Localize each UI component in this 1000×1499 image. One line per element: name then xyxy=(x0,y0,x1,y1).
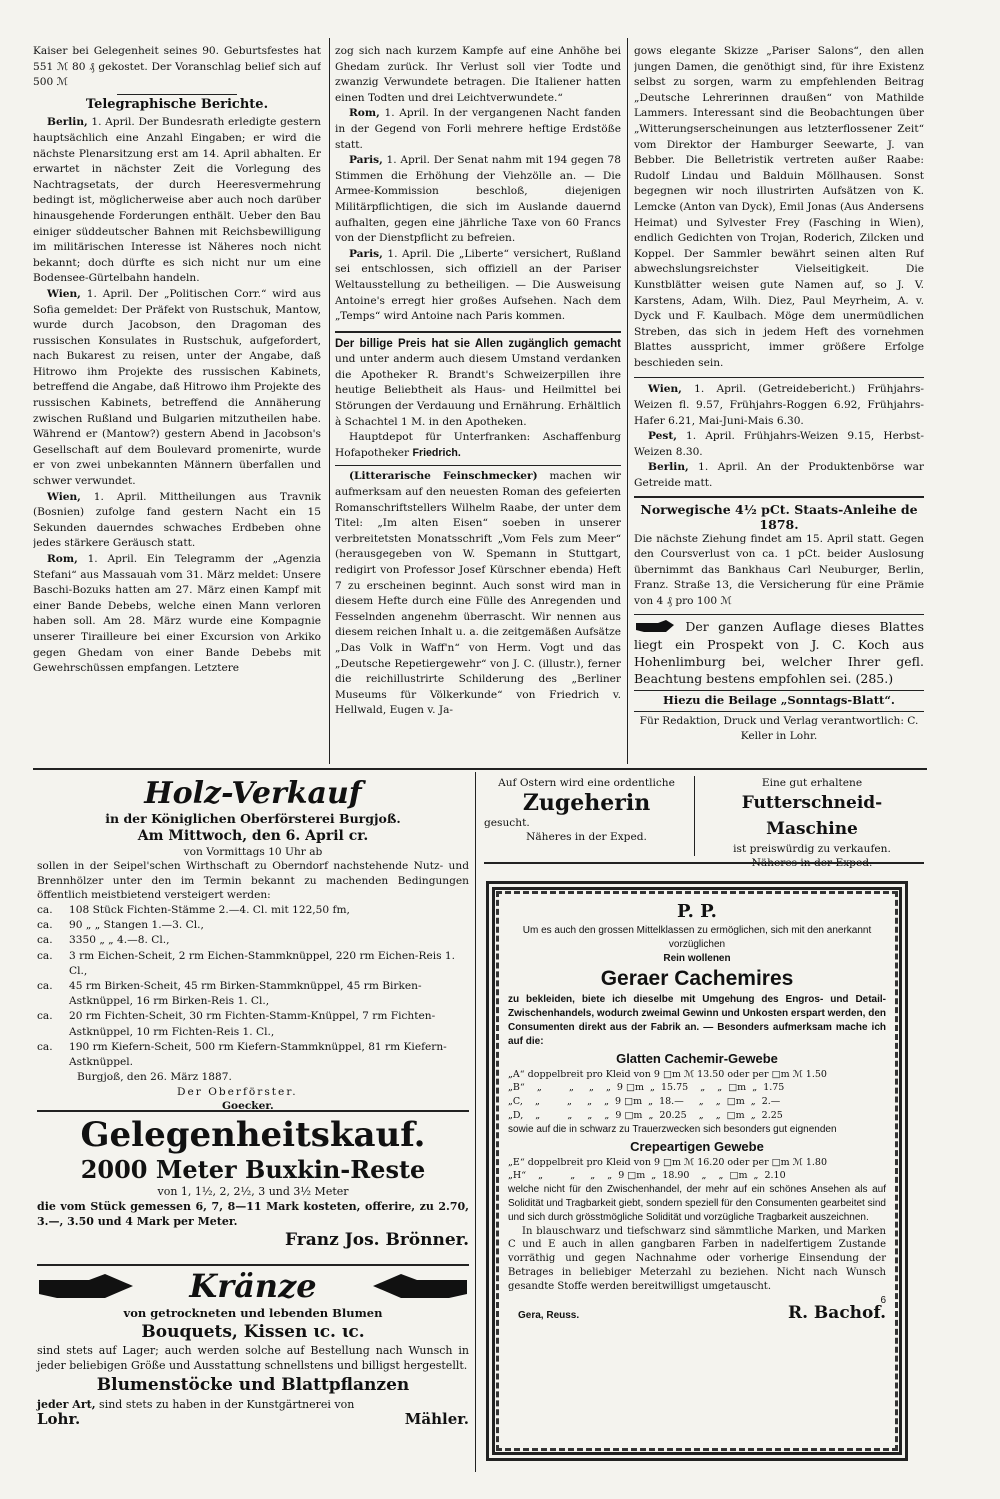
koch-notice: Der ganzen Auflage dieses Blattes liegt ein Prospekt von J. C. Koch aus Hohenlimburg bei, welcher Ihrer gefl. Beachtung bestens empfohlen sei. (285.) xyxy=(634,618,924,687)
section-heading: Telegraphische Berichte. xyxy=(85,96,269,112)
price-row xyxy=(508,1095,830,1109)
pointing-hand-icon xyxy=(37,1272,137,1302)
table-row xyxy=(37,1009,469,1039)
article-cont: zog sich nach kurzem Kampfe auf eine Anhöhe bei Ghedam zurück. Ihr Verlust soll vier Todte und zwanzig Verwundete betragen. Die Italiener hatten einen Todten und drei Leichtverwundete.“ xyxy=(335,45,621,104)
ad-cachemire xyxy=(508,900,886,1445)
literary-notice-cont: gows elegante Skizze „Pariser Salons“, den allen jungen Damen, die genöthigt sind, für ihre Existenz selbst zu sorgen, warm zu empfehlenden Beitrag „Deutsche Lehrerinnen draußen“ von Mathilde Lammers. Interessant sind die Beobachtungen über „Witterungserscheinungen aus letzterflossener Zeit“ vom Direktor der Hamburger Seewarte, J. van Bebber. Die Belletristik vertreten außer Raabe: Rudolf Lindau und Balduin Möllhausen. Sonst begegnen wir noch illustrirten Aufsätzen von K. Lemcke (Anton van Dyck), Emil Jonas (Aus Andersens Heimat) und Sylvester Frey (Fasching in Wien), endlich Gedichten von Trojan, Roderich, Zilcken und Koppel. Der Sammler bewährt seinen alten Ruf abwechslungsreichster Vielseitigkeit. Die Kunstblätter weisen gute Namen auf, so J. V. Karstens, Adam, Wilh. Diez, Paul Meyrheim, A. v. Dyck und F. Kaulbach. Möge dem unermüdlichen Streben, das sich in jedem Heft des vornehmen Blattes ausspricht, immer größere Erfolge beschieden sein. xyxy=(634,45,924,369)
zugeherin-title: Zugeherin xyxy=(522,790,651,816)
price-row xyxy=(508,1109,830,1123)
zugeherin-line1: Auf Ostern wird eine ordentliche xyxy=(498,777,675,789)
kraenze-bouquets: Bouquets, Kissen ɩc. ɩc. xyxy=(141,1322,365,1342)
price-row xyxy=(508,1068,830,1082)
pointing-hand-icon xyxy=(634,618,676,636)
table-row-cell: ca. xyxy=(37,979,53,992)
kraenze-title: Kränze xyxy=(189,1267,317,1305)
cachemire-title: Geraer Cachemires xyxy=(600,967,794,991)
holz-text: sollen in der Seipel'schen Wirthschaft zu Oberndorf nachstehende Nutz- und Brennhölzer unter den im Termin bekannt zu machenden Bedingungen öffentlich meistbietend versteigert werden: xyxy=(37,860,469,902)
imprint: Für Redaktion, Druck und Verlag verantwortlich: C. Keller in Lohr. xyxy=(639,714,919,743)
ad-holz-verkauf xyxy=(37,776,469,1113)
bond-text: Die nächste Ziehung findet am 15. April statt. Gegen den Coursverlust von ca. 1 pCt. beider Auslosung übernimmt das Bankhaus Carl Neuburger, Berlin, Franz. Straße 13, die Versicherung für eine Prämie von 4 ₰ pro 100 ℳ xyxy=(634,532,924,607)
futter-line2: ist preiswürdig zu verkaufen. xyxy=(733,843,891,855)
column-1 xyxy=(33,44,321,760)
market-berlin: Berlin, 1. April. An der Produktenbörse war Getreide matt. xyxy=(634,461,924,490)
column-3 xyxy=(634,44,924,760)
article-intro: Kaiser bei Gelegenheit seines 90. Geburtsfestes hat 551 ℳ 80 ₰ gekostet. Der Voranschlag belief sich auf 500 ℳ xyxy=(33,45,321,89)
table-row xyxy=(37,918,469,933)
cachemire-intro: Um es auch den grossen Mittelklassen zu ermöglichen, sich mit den anerkannt vorzüglichen xyxy=(522,925,872,950)
table-row-cell: ca. xyxy=(37,919,53,932)
kraenze-lohr: Lohr. xyxy=(37,1410,81,1428)
holz-signer: Goecker. xyxy=(222,1100,274,1113)
article-wien-1: Wien, 1. April. Der „Politischen Corr.“ wird aus Sofia gemeldet: Der Präfekt von Rustschuk, Mantow, wurde durch Jacobson, den Dragoman des russischen Konsulates in Rustschuk, aufgefordert, nach Bukarest zu reisen, unter der Angabe, daß Hitrowo ihm Projekte des russischen Kabinets, betreffend die Angabe, daß Hitrowo ihm Projekte des russischen Kabinets, betreffend die Annäherung zwischen Rußland und Bulgarien mitzutheilen habe. Während er (Mantow?) gestern Abend in Jacobson's Gesellschaft auf dem Boulevard promenirte, wurde er von zwei unbekannten Männern überfallen und schwer verwundet. xyxy=(33,287,321,488)
table-row-cell: ca. xyxy=(37,949,53,962)
crepe-table xyxy=(508,1156,830,1184)
gelegen-text1: von 1, 1½, 2, 2½, 3 und 3½ Meter xyxy=(157,1185,349,1198)
futter-title: Futterschneid-Maschine xyxy=(741,793,883,839)
price-row-cell: „C, „ „ „ „ 9 □m „ 18.— „ „ □m „ 2.— xyxy=(508,1096,781,1108)
zugeherin-line2: gesucht. xyxy=(484,817,530,829)
cachemire-glatt: Glatten Cachemir-Gewebe xyxy=(616,1050,778,1066)
cachemire-text3: welche nicht für den Zwischenhandel, der mehr auf ein schönes Ansehen als auf Solidität und Tragbarkeit giebt, sondern speziell für den Consumenten gearbeitet sind und sich durch grösstmögliche Solidität und vorzügliche Tragbarkeit auszeichnen. xyxy=(508,1184,886,1223)
kraenze-jeder: jeder Art, sind stets zu haben in der Kunstgärtnerei von xyxy=(37,1398,355,1411)
table-row-cell: ca. xyxy=(37,934,53,947)
ad-futterschneid xyxy=(700,776,924,869)
table-row xyxy=(37,933,469,948)
cachemire-text2: sowie auf die in schwarz zu Trauerzwecken sich besonders gut eignenden xyxy=(508,1123,837,1135)
price-row xyxy=(508,1169,830,1183)
futter-line1: Eine gut erhaltene xyxy=(761,777,863,789)
table-row-cell: 108 Stück Fichten-Stämme 2.—4. Cl. mit 122,50 fm, xyxy=(69,903,350,916)
table-row-cell: ca. xyxy=(37,1010,53,1023)
table-row-cell: 190 rm Kiefern-Scheit, 500 rm Kiefern-Stammknüppel, 81 rm Kiefern-Astknüppel. xyxy=(69,1040,447,1068)
holz-signer-title: Der Oberförster. xyxy=(177,1085,298,1098)
column-2 xyxy=(335,44,621,760)
zugeherin-line3: Näheres in der Exped. xyxy=(526,831,647,843)
market-pest: Pest, 1. April. Frühjahrs-Weizen 9.15, Herbst-Weizen 8.30. xyxy=(634,430,924,458)
gelegen-sub: 2000 Meter Buxkin-Reste xyxy=(80,1155,426,1184)
price-row xyxy=(508,1156,830,1170)
ad-zugeherin xyxy=(484,776,689,856)
article-wien-2: Wien, 1. April. Mittheilungen aus Travnik (Bosnien) zufolge fand gestern Nacht ein 15 Sekunden dauerndes schwaches Erdbeben ohne jedes stärkere Geräusch statt. xyxy=(33,490,321,550)
gelegen-name: Franz Jos. Brönner. xyxy=(285,1230,469,1250)
holz-title: Holz-Verkauf xyxy=(144,776,362,811)
table-row xyxy=(37,1040,469,1070)
kraenze-mahler: Mähler. xyxy=(404,1410,469,1428)
gelegen-text2: die vom Stück gemessen 6, 7, 8—11 Mark kosteten, offerire, zu 2.70, 3.—, 3.50 und 4 Mark per Meter. xyxy=(37,1200,469,1228)
table-row xyxy=(37,979,469,1009)
market-wien: Wien, 1. April. (Getreidebericht.) Frühjahrs-Weizen fl. 9.57, Frühjahrs-Roggen 6.92, Frühjahrs-Hafer 6.21, Mai-Juni-Mais 6.30. xyxy=(634,383,924,427)
cachemire-num: 6 xyxy=(880,1294,886,1306)
holz-date: Am Mittwoch, den 6. April cr. xyxy=(137,827,369,844)
literary-notice: (Litterarische Feinschmecker) machen wir aufmerksam auf den neuesten Roman des gefeierten Romanschriftstellers Wilhelm Raabe, der unter dem Titel: „Im alten Eisen“ soeben in unserer verbreitetsten Monatsschrift „Vom Fels zum Meer“ (herausgegeben von W. Spemann in Stuttgart, redigirt von Professor Josef Kürschner ebenda) Heft 7 zu erscheinen beginnt. Auch sonst wird man in diesem Hefte durch eine Fülle des Anregenden und Fesselnden angenehm überrascht. Wir nennen aus diesem reichen Inhalt u. a. die zeitgemäßen Aufsätze „Das Volk in Waff'n“ von Herm. Vogt und das „Deutsche Repetiergewehr“ von J. C. (illustr.), ferner die reichillustrirte Schilderung des „Berliner Museums für Völkerkunde“ von Friedrich v. Hellwald, Eugen v. Ja- xyxy=(335,470,621,717)
cachemire-pp: P. P. xyxy=(677,901,717,922)
cachemire-name: R. Bachof. xyxy=(787,1303,886,1324)
article-paris-1: Paris, 1. April. Der Senat nahm mit 194 gegen 78 Stimmen die Erhöhung der Viehzölle an. — Die Armee-Kommission beschloß, diejenigen Militärpflichtigen, die sich im Auslande dauernd aufhalten, gegen eine jährliche Taxe von 60 Francs von der Dienstpflicht zu befreien. xyxy=(335,154,621,245)
price-row-cell: „E“ doppelbreit pro Kleid von 9 □m ℳ 16.20 oder per □m ℳ 1.80 xyxy=(508,1156,828,1168)
holz-table xyxy=(37,903,469,1070)
pointing-hand-icon xyxy=(369,1272,469,1302)
article-rom-2: Rom, 1. April. In der vergangenen Nacht fanden in der Gegend von Forli mehrere heftige Erdstöße statt. xyxy=(335,107,621,151)
table-row xyxy=(37,903,469,918)
table-row-cell: 45 rm Birken-Scheit, 45 rm Birken-Stammknüppel, 45 rm Birken-Astknüppel, 16 rm Birken-Reis 1. Cl., xyxy=(69,979,422,1008)
price-row-cell: „D, „ „ „ „ 9 □m „ 20.25 „ „ □m „ 2.25 xyxy=(508,1109,783,1121)
holz-time: von Vormittags 10 Uhr ab xyxy=(183,845,323,858)
article-berlin: Berlin, 1. April. Der Bundesrath erledigte gestern hauptsächlich eine Anzahl Eingaben; er wird die nächste Plenarsitzung erst am 14. April abhalten. Er erwartet in nächster Zeit die Vorlegung des Nachtragsetats, der durch Heeresvermehrung bedingt ist, möglicherweise aber auch noch darüber hinausgehende Forderungen enthält. Ueber den Bau einiger süddeutscher Bahnen mit Reichsbewilligung im militärischen Interesse ist Näheres noch nicht bekannt; doch dürfte es sich nicht nur um eine Bodensee-Gürtelbahn handeln. xyxy=(33,116,321,285)
cachemire-text1: zu bekleiden, biete ich dieselbe mit Umgehung des Engros- und Detail-Zwischenhandels, wodurch zweimal Gewinn und Unkosten erspart werden, den Consumenten direkt aus der Fabrik an. — Besonders aufmerksam mache ich auf die: xyxy=(508,994,886,1047)
table-row-cell: ca. xyxy=(37,903,53,916)
article-paris-2: Paris, 1. April. Die „Liberte“ versichert, Rußland sei entschlossen, sich offiziell an der Pariser Weltausstellung zu betheiligen. — Die Ausweisung Antoine's erregt hier großes Aufsehen. Nach dem „Temps“ wird Antoine nach Paris kommen. xyxy=(335,247,621,323)
table-row xyxy=(37,949,469,979)
table-row-cell: 3350 „ „ 4.—8. Cl., xyxy=(69,934,170,947)
gelegen-title: Gelegenheitskauf. xyxy=(80,1115,426,1155)
kraenze-blumen: Blumenstöcke und Blattpflanzen xyxy=(96,1375,410,1395)
ad-gelegenheitskauf xyxy=(37,1114,469,1264)
price-row-cell: „A“ doppelbreit pro Kleid von 9 □m ℳ 13.50 oder per □m ℳ 1.50 xyxy=(508,1068,827,1080)
price-row xyxy=(508,1081,830,1095)
cachemire-place: Gera, Reuss. xyxy=(518,1310,580,1322)
cachemire-rein: Rein wollenen xyxy=(663,952,731,964)
article-rom: Rom, 1. April. Ein Telegramm der „Agenzia Stefani“ aus Massauah vom 31. März meldet: Unsere Baschi-Bozuks hatten am 27. März einen Kampf mit einer Bande Debebs, welche einen Mann verloren haben soll. Am 28. März wurde eine Kompagnie unserer Tirailleure bei einer Excursion von Arkiko gegen Ghedam von einer Bande Debebs mit Gewehrschüssen empfangen. Letztere xyxy=(33,553,321,675)
table-row-cell: 3 rm Eichen-Scheit, 2 rm Eichen-Stammknüppel, 220 rm Eichen-Reis 1. Cl., xyxy=(69,949,456,977)
cachemire-text4: In blauschwarz und tiefschwarz sind sämmtliche Marken, und Marken C und E auch in allen gangbaren Farben in nadelfertigem Zustande vorräthig und gegen Nachnahme oder vorherige Einsendung der Betrages in beliebiger Meterzahl zu beziehen. Nicht nach Wunsch gesandte Stoffe werden bereitwilligst umgetauscht. xyxy=(508,1225,886,1292)
beilage-notice: Hiezu die Beilage „Sonntags-Blatt“. xyxy=(663,693,895,708)
price-row-cell: „H“ „ „ „ „ 9 □m „ 18.90 „ „ □m „ 2.10 xyxy=(508,1170,786,1182)
holz-sub: in der Königlichen Oberförsterei Burgjoß. xyxy=(105,811,401,826)
glatt-table xyxy=(508,1068,830,1123)
kraenze-sub: von getrockneten und lebenden Blumen xyxy=(123,1306,383,1320)
kraenze-text: sind stets auf Lager; auch werden solche auf Bestellung nach Wunsch in jeder beliebigen Größe und Ausstattung schnellstens und billigst hergestellt. xyxy=(37,1344,469,1372)
holz-place-date: Burgjoß, den 26. März 1887. xyxy=(77,1071,232,1084)
price-row-cell: „B“ „ „ „ „ 9 □m „ 15.75 „ „ □m „ 1.75 xyxy=(508,1082,785,1094)
cachemire-crepe: Crepeartigen Gewebe xyxy=(630,1138,764,1154)
bond-title: Norwegische 4½ pCt. Staats-Anleihe de 1878. xyxy=(640,501,918,532)
table-row-cell: 90 „ „ Stangen 1.—3. Cl., xyxy=(69,919,204,932)
ad-kraenze xyxy=(37,1266,469,1466)
ad-brandt-depot: Hauptdepot für Unterfranken: Aschaffenburg Hofapotheker Friedrich. xyxy=(335,431,621,459)
table-row-cell: 20 rm Fichten-Scheit, 30 rm Fichten-Stamm-Knüppel, 7 rm Fichten-Astknüppel, 10 rm Fichten-Reis 1. Cl., xyxy=(69,1010,436,1038)
ad-brandt: Der billige Preis hat sie Allen zugänglich gemacht und unter anderm auch diesem Umstand verdanken die Apotheker R. Brandt's Schweizerpillen ihre heutige Beliebtheit als Haus- und Heilmittel bei Störungen der Verdauung und Ernährung. Erhältlich à Schachtel 1 M. in den Apotheken. xyxy=(335,337,621,428)
table-row-cell: ca. xyxy=(37,1040,53,1053)
futter-line3: Näheres in der Exped. xyxy=(751,857,873,869)
